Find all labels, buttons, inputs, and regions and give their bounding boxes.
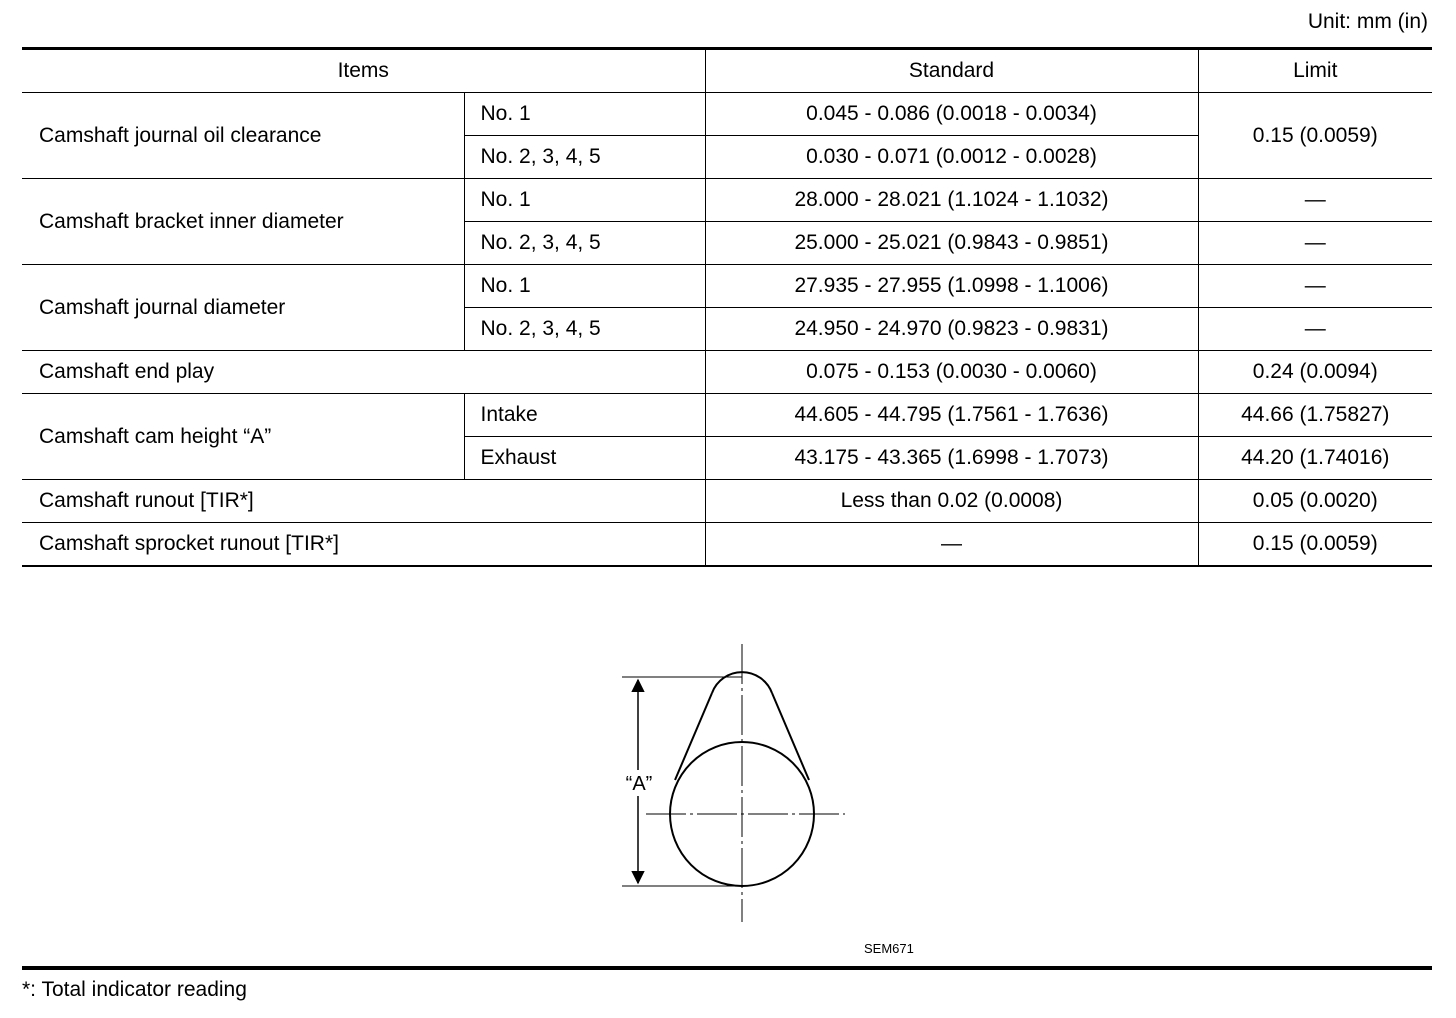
table-header-row (22, 49, 1432, 93)
standard-value: 24.950 - 24.970 (0.9823 - 0.9831) (705, 308, 1198, 351)
figure-code: SEM671 (864, 941, 914, 956)
table-row (22, 523, 1432, 567)
item-label: Camshaft sprocket runout [TIR*] (22, 523, 705, 567)
sub-item: Intake (464, 394, 705, 437)
table-row (22, 351, 1432, 394)
standard-value: 0.075 - 0.153 (0.0030 - 0.0060) (705, 351, 1198, 394)
sub-item: Exhaust (464, 437, 705, 480)
item-label: Camshaft journal diameter (22, 265, 464, 351)
limit-value: 0.15 (0.0059) (1198, 93, 1432, 179)
cam-height-diagram (600, 640, 860, 930)
table-row (22, 394, 1432, 437)
sub-item: No. 2, 3, 4, 5 (464, 222, 705, 265)
header-limit: Limit (1198, 49, 1432, 93)
header-items: Items (22, 49, 705, 93)
header-standard: Standard (705, 49, 1198, 93)
footnote: *: Total indicator reading (22, 978, 247, 1001)
sub-item: No. 2, 3, 4, 5 (464, 308, 705, 351)
sub-item: No. 1 (464, 179, 705, 222)
standard-value: 43.175 - 43.365 (1.6998 - 1.7073) (705, 437, 1198, 480)
table-row (22, 265, 1432, 308)
table-row (22, 480, 1432, 523)
limit-value: — (1198, 179, 1432, 222)
limit-value: 0.05 (0.0020) (1198, 480, 1432, 523)
camshaft-spec-table (22, 47, 1432, 567)
bottom-divider (22, 966, 1432, 970)
sub-item: No. 1 (464, 265, 705, 308)
standard-value: — (705, 523, 1198, 567)
standard-value: Less than 0.02 (0.0008) (705, 480, 1198, 523)
item-label: Camshaft bracket inner diameter (22, 179, 464, 265)
standard-value: 28.000 - 28.021 (1.1024 - 1.1032) (705, 179, 1198, 222)
sub-item: No. 1 (464, 93, 705, 136)
standard-value: 0.030 - 0.071 (0.0012 - 0.0028) (705, 136, 1198, 179)
item-label: Camshaft end play (22, 351, 705, 394)
limit-value: 44.66 (1.75827) (1198, 394, 1432, 437)
unit-label: Unit: mm (in) (1307, 10, 1428, 33)
limit-value: 44.20 (1.74016) (1198, 437, 1432, 480)
dimension-label: “A” (625, 773, 653, 795)
item-label: Camshaft journal oil clearance (22, 93, 464, 179)
limit-value: — (1198, 265, 1432, 308)
standard-value: 0.045 - 0.086 (0.0018 - 0.0034) (705, 93, 1198, 136)
standard-value: 44.605 - 44.795 (1.7561 - 1.7636) (705, 394, 1198, 437)
table-row (22, 93, 1432, 136)
sub-item: No. 2, 3, 4, 5 (464, 136, 705, 179)
limit-value: 0.15 (0.0059) (1198, 523, 1432, 567)
standard-value: 27.935 - 27.955 (1.0998 - 1.1006) (705, 265, 1198, 308)
standard-value: 25.000 - 25.021 (0.9843 - 0.9851) (705, 222, 1198, 265)
limit-value: — (1198, 222, 1432, 265)
limit-value: — (1198, 308, 1432, 351)
limit-value: 0.24 (0.0094) (1198, 351, 1432, 394)
table-row (22, 179, 1432, 222)
item-label: Camshaft runout [TIR*] (22, 480, 705, 523)
item-label: Camshaft cam height “A” (22, 394, 464, 480)
